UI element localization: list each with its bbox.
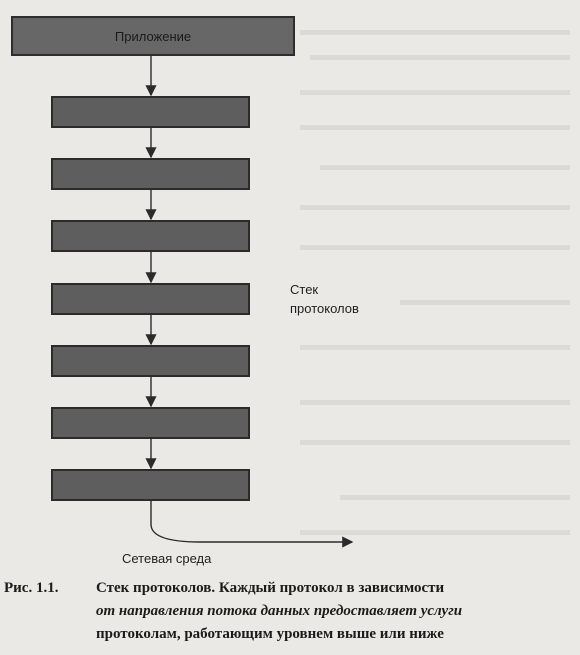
protocol-layer-2 [51, 158, 250, 190]
caption-text [96, 577, 574, 646]
application-layer-label: Приложение [114, 28, 192, 44]
application-layer [11, 16, 295, 56]
caption-line-3: протоколам, работающим уровнем выше или ниже [96, 626, 444, 642]
protocol-layer-7 [51, 469, 250, 501]
protocol-layer-4 [51, 283, 250, 315]
protocol-layer-3 [51, 220, 250, 252]
caption-line-2: от направления потока данных предоставляет услуги [96, 603, 463, 619]
network-medium-label: Сетевая среда [122, 551, 212, 566]
protocol-layer-6 [51, 407, 250, 439]
caption-line-1: Стек протоколов. Каждый протокол в зависимости [96, 580, 445, 596]
protocol-layer-5 [51, 345, 250, 377]
protocol-layer-1 [51, 96, 250, 128]
arrow-to-network [151, 500, 352, 542]
protocol-stack-label [290, 280, 400, 318]
protocol-stack-label-text: Стек протоколов [290, 282, 359, 316]
figure-number: Рис. 1.1. [4, 580, 59, 596]
